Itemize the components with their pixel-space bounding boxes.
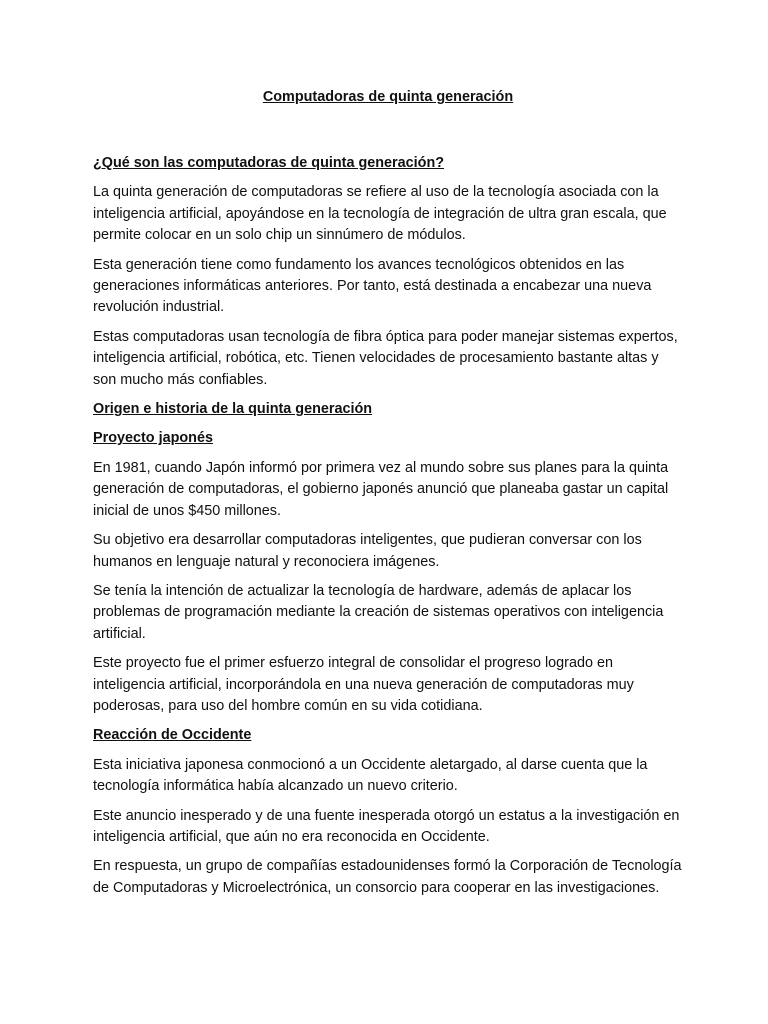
document-body: [93, 87, 683, 907]
paragraph: Este anuncio inesperado y de una fuente inesperada otorgó un estatus a la investigación en inteligencia artificial, que aún no era reconocida en Occidente.: [93, 807, 680, 845]
paragraph: Estas computadoras usan tecnología de fibra óptica para poder manejar sistemas expertos, inteligencia artificial, robótica, etc. Tienen velocidades de procesamiento bastante altas y son mucho más confiables.: [93, 328, 678, 388]
paragraph: En respuesta, un grupo de compañías estadounidenses formó la Corporación de Tecnología de Computadoras y Microelectrónica, un consorcio para cooperar en las investigaciones.: [93, 858, 682, 896]
section-heading-origin: Origen e historia de la quinta generación: [93, 401, 373, 418]
document-title: Computadoras de quinta generación: [262, 89, 514, 105]
paragraph: Esta iniciativa japonesa conmocionó a un Occidente aletargado, al darse cuenta que la tecnología informática había alcanzado un nuevo criterio.: [93, 756, 648, 795]
section-heading-japan-project: Proyecto japonés: [93, 430, 213, 447]
paragraph: Se tenía la intención de actualizar la tecnología de hardware, además de aplacar los problemas de programación mediante la creación de sistemas operativos con inteligencia artificial.: [93, 582, 664, 642]
paragraph: La quinta generación de computadoras se refiere al uso de la tecnología asociada con la inteligencia artificial, apoyándose en la tecnología de integración de ultra gran escala, que permite colocar en un solo chip un sinnúmero de módulos.: [93, 184, 667, 244]
paragraph: En 1981, cuando Japón informó por primera vez al mundo sobre sus planes para la quinta generación de computadoras, el gobierno japonés anunció que planeaba gastar un capital inicial de unos $450 millones.: [93, 459, 669, 519]
paragraph: Su objetivo era desarrollar computadoras inteligentes, que pudieran conversar con los humanos en lenguaje natural y reconociera imágenes.: [93, 532, 642, 570]
section-heading-west-reaction: Reacción de Occidente: [93, 727, 252, 744]
paragraph: Esta generación tiene como fundamento los avances tecnológicos obtenidos en las generaciones informáticas anteriores. Por tanto, está destinada a encabezar una nueva revolución industrial.: [93, 256, 652, 316]
paragraph: Este proyecto fue el primer esfuerzo integral de consolidar el progreso logrado en inteligencia artificial, incorporándola en una nueva generación de computadoras muy poderosas, para uso del hombre común en su vida cotidiana.: [93, 655, 634, 714]
section-heading-what-are: ¿Qué son las computadoras de quinta generación?: [93, 155, 445, 171]
